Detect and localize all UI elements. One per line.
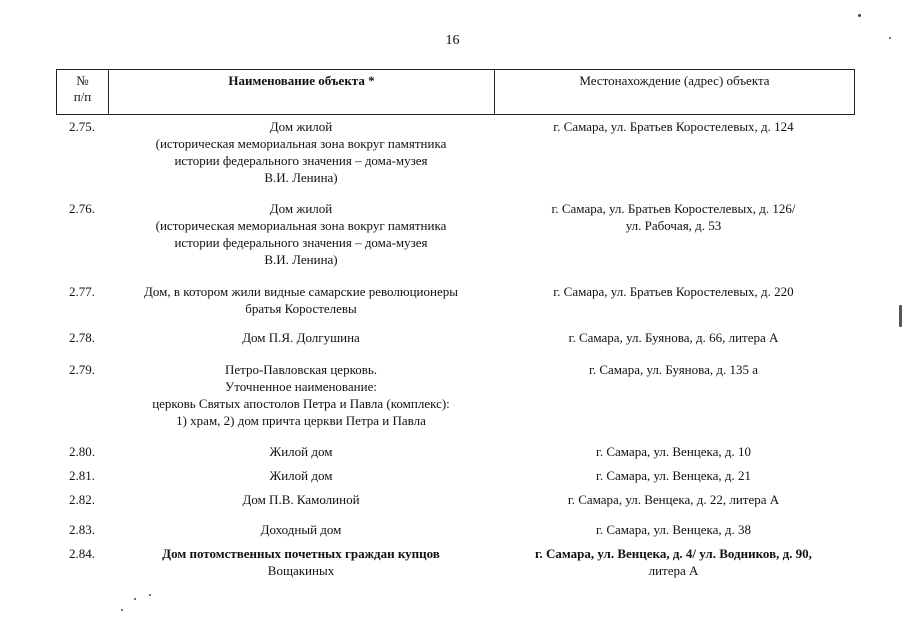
- object-address-line: г. Самара, ул. Братьев Коростелевых, д. 124: [553, 119, 794, 134]
- object-name-line: истории федерального значения – дома-музея: [174, 153, 428, 168]
- scan-speck: [149, 594, 151, 596]
- object-name-line: 1) храм, 2) дом причта церкви Петра и Павла: [176, 413, 426, 428]
- object-name-line: Жилой дом: [269, 444, 333, 459]
- object-name: [108, 361, 494, 429]
- object-name: [108, 329, 494, 346]
- row-number: 2.84.: [69, 546, 95, 561]
- object-address: [494, 329, 853, 346]
- header-address-label: Местонахождение (адрес) объекта: [579, 73, 770, 88]
- object-name-line: истории федерального значения – дома-музея: [174, 235, 428, 250]
- header-number-cell: [57, 70, 109, 114]
- object-name: [108, 118, 494, 186]
- row-number: 2.81.: [69, 468, 95, 483]
- row-number: 2.75.: [69, 119, 95, 134]
- object-name-line: Уточненное наименование:: [225, 379, 377, 394]
- object-name-line: Дом потомственных почетных граждан купцов: [162, 546, 440, 561]
- object-address: [494, 443, 853, 460]
- table-header: [56, 69, 855, 115]
- scan-speck: [134, 598, 136, 600]
- object-name: [108, 443, 494, 460]
- object-name-line: Доходный дом: [260, 522, 342, 537]
- object-address: [494, 283, 853, 300]
- object-address-line: литера А: [648, 563, 699, 578]
- page-number: 16: [445, 33, 460, 48]
- object-name: [108, 467, 494, 484]
- row-number: 2.78.: [69, 330, 95, 345]
- scan-speck: [899, 305, 902, 327]
- object-name-line: Дом жилой: [269, 119, 333, 134]
- header-address-cell: [495, 70, 854, 114]
- object-name: [108, 545, 494, 579]
- object-name-line: В.И. Ленина): [264, 170, 338, 185]
- object-address-line: ул. Рабочая, д. 53: [625, 218, 722, 233]
- row-number: 2.80.: [69, 444, 95, 459]
- object-address: [494, 491, 853, 508]
- object-name-line: Дом жилой: [269, 201, 333, 216]
- header-number-sublabel: п/п: [73, 89, 92, 104]
- object-address: [494, 521, 853, 538]
- object-name-line: церковь Святых апостолов Петра и Павла (комплекс):: [152, 396, 450, 411]
- scan-speck: [121, 609, 123, 611]
- object-name: [108, 521, 494, 538]
- object-address-line: г. Самара, ул. Буянова, д. 135 а: [588, 362, 759, 377]
- object-address-line: г. Самара, ул. Венцека, д. 21: [595, 468, 752, 483]
- object-name: [108, 491, 494, 508]
- object-name-line: (историческая мемориальная зона вокруг памятника: [155, 136, 447, 151]
- scan-speck: [889, 37, 891, 39]
- scan-speck: [858, 14, 861, 17]
- row-number: 2.82.: [69, 492, 95, 507]
- object-address-line: г. Самара, ул. Венцека, д. 38: [595, 522, 752, 537]
- object-address-line: г. Самара, ул. Венцека, д. 10: [595, 444, 752, 459]
- object-address-line: г. Самара, ул. Венцека, д. 22, литера А: [567, 492, 780, 507]
- object-name: [108, 200, 494, 268]
- row-number: 2.79.: [69, 362, 95, 377]
- object-name: [108, 283, 494, 317]
- object-name-line: Петро-Павловская церковь.: [224, 362, 378, 377]
- object-address: [494, 467, 853, 484]
- object-address: [494, 361, 853, 378]
- object-address: [494, 200, 853, 234]
- header-number-label: №: [76, 73, 89, 88]
- object-name-line: братья Коростелевы: [245, 301, 357, 316]
- object-name-line: Вощакиных: [267, 563, 335, 578]
- object-address: [494, 118, 853, 135]
- object-name-line: Дом П.Я. Долгушина: [242, 330, 360, 345]
- object-address-line: г. Самара, ул. Братьев Коростелевых, д. 126/: [551, 201, 796, 216]
- object-name-line: В.И. Ленина): [264, 252, 338, 267]
- object-address-line: г. Самара, ул. Буянова, д. 66, литера А: [568, 330, 779, 345]
- object-address-line: г. Самара, ул. Братьев Коростелевых, д. 220: [553, 284, 794, 299]
- object-address: [494, 545, 853, 579]
- object-name-line: Дом П.В. Камолиной: [242, 492, 360, 507]
- object-name-line: Жилой дом: [269, 468, 333, 483]
- row-number: 2.83.: [69, 522, 95, 537]
- object-name-line: (историческая мемориальная зона вокруг памятника: [155, 218, 447, 233]
- object-address-line: г. Самара, ул. Венцека, д. 4/ ул. Водников, д. 90,: [535, 546, 812, 561]
- row-number: 2.77.: [69, 284, 95, 299]
- header-name-label: Наименование объекта *: [228, 73, 375, 88]
- row-number: 2.76.: [69, 201, 95, 216]
- object-name-line: Дом, в котором жили видные самарские революционеры: [144, 284, 458, 299]
- header-name-cell: [109, 70, 495, 114]
